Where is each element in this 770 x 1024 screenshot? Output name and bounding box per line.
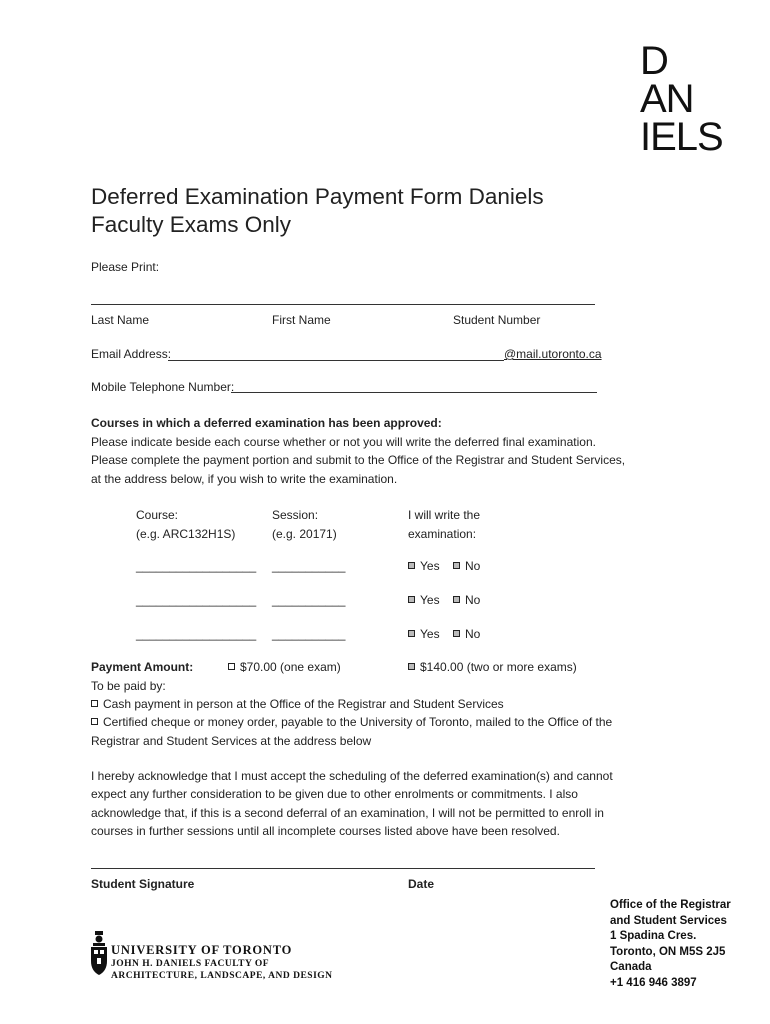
email-suffix: @mail.utoronto.ca — [504, 347, 602, 361]
logo-line-3: IELS — [640, 115, 723, 159]
payment-option-two-exams[interactable] — [408, 660, 577, 674]
office-line-3: 1 Spadina Cres. — [610, 930, 697, 942]
course-blank[interactable]: __________________ — [136, 627, 257, 641]
logo-line-1: D — [640, 39, 668, 83]
payment-amount-label: Payment Amount: — [91, 660, 194, 674]
session-blank[interactable]: ___________ — [272, 627, 346, 641]
checkbox-icon — [408, 562, 415, 569]
to-be-paid-label: To be paid by: — [91, 679, 166, 693]
courses-instruction-3: at the address below, if you wish to write the examination. — [91, 472, 398, 486]
payment-method-cheque[interactable] — [91, 715, 612, 729]
session-example: (e.g. 20171) — [272, 527, 337, 541]
write-header-1: I will write the — [408, 508, 481, 522]
payment-method-cheque-line-2: Registrar and Student Services at the address below — [91, 734, 372, 748]
course-example: (e.g. ARC132H1S) — [136, 527, 236, 541]
name-input-line[interactable] — [91, 304, 595, 305]
no-label: No — [465, 627, 481, 641]
uoft-line-3: ARCHITECTURE, LANDSCAPE, AND DESIGN — [111, 971, 333, 981]
checkbox-icon — [91, 718, 98, 725]
form-title: Deferred Examination Payment Form Daniels Faculty Exams Only — [91, 184, 544, 237]
courses-instruction-1: Please indicate beside each course whether or not you will write the deferred final examination. — [91, 435, 596, 449]
no-label: No — [465, 559, 481, 573]
yes-label: Yes — [420, 593, 440, 607]
checkbox-icon — [408, 663, 415, 670]
no-checkbox[interactable] — [453, 627, 480, 641]
uoft-wordmark — [111, 943, 333, 982]
last-name-label: Last Name — [91, 313, 150, 327]
office-line-4: Toronto, ON M5S 2J5 — [610, 945, 726, 958]
yes-label: Yes — [420, 627, 440, 641]
office-line-2: and Student Services — [610, 914, 727, 927]
session-blank[interactable]: ___________ — [272, 593, 346, 607]
courses-heading: Courses in which a deferred examination has been approved: — [91, 416, 442, 430]
checkbox-icon — [453, 630, 460, 637]
yes-checkbox[interactable] — [408, 627, 440, 641]
uoft-crest-icon — [89, 931, 109, 977]
office-line-1: Office of the Registrar — [610, 899, 731, 911]
yes-label: Yes — [420, 559, 440, 573]
no-checkbox[interactable] — [453, 593, 480, 607]
office-address — [610, 898, 731, 991]
logo-line-2: AN — [640, 77, 694, 121]
uoft-line-2: JOHN H. DANIELS FACULTY OF — [111, 959, 270, 969]
session-blank[interactable]: ___________ — [272, 559, 346, 573]
payment-method-cash-label: Cash payment in person at the Office of the Registrar and Student Services — [103, 697, 504, 711]
email-label: Email Address: — [91, 347, 172, 361]
office-line-5: Canada — [610, 961, 652, 973]
table-row — [136, 559, 256, 573]
please-print-label: Please Print: — [91, 260, 160, 274]
checkbox-icon — [453, 562, 460, 569]
payment-option-one-label: $70.00 (one exam) — [240, 660, 341, 674]
table-row — [136, 593, 256, 607]
table-row — [136, 627, 256, 641]
acknowledge-line-2: expect any further consideration to be given due to other enrolments or commitments. I also — [91, 787, 578, 801]
checkbox-icon — [91, 700, 98, 707]
course-blank[interactable]: __________________ — [136, 593, 257, 607]
yes-checkbox[interactable] — [408, 559, 440, 573]
student-signature-label: Student Signature — [91, 877, 195, 891]
date-label: Date — [408, 877, 435, 891]
acknowledge-line-1: I hereby acknowledge that I must accept the scheduling of the deferred examination(s) and cannot — [91, 769, 613, 783]
checkbox-icon — [408, 596, 415, 603]
student-number-label: Student Number — [453, 313, 541, 327]
first-name-label: First Name — [272, 313, 331, 327]
checkbox-icon — [228, 663, 235, 670]
signature-date-line[interactable] — [91, 868, 595, 869]
payment-option-one-exam[interactable] — [228, 660, 341, 674]
daniels-logo — [640, 39, 723, 159]
courses-instruction-2: Please complete the payment portion and submit to the Office of the Registrar and Student Services, — [91, 453, 626, 467]
course-header: Course: — [136, 508, 179, 522]
payment-method-cheque-label: Certified cheque or money order, payable to the University of Toronto, mailed to the Office of the — [103, 715, 613, 729]
email-input-line[interactable] — [168, 360, 504, 361]
checkbox-icon — [453, 596, 460, 603]
write-header-2: examination: — [408, 527, 477, 541]
acknowledge-line-4: courses in further sessions until all incomplete courses listed above have been resolved. — [91, 824, 560, 838]
no-checkbox[interactable] — [453, 559, 480, 573]
mobile-input-line[interactable] — [231, 392, 597, 393]
acknowledge-line-3: acknowledge that, if this is a second deferral of an examination, I will not be permitted to enroll in — [91, 806, 604, 820]
course-blank[interactable]: __________________ — [136, 559, 257, 573]
yes-checkbox[interactable] — [408, 593, 440, 607]
no-label: No — [465, 593, 481, 607]
mobile-label: Mobile Telephone Number: — [91, 380, 235, 394]
checkbox-icon — [408, 630, 415, 637]
payment-method-cash[interactable] — [91, 697, 504, 711]
uoft-line-1: UNIVERSITY OF TORONTO — [111, 943, 293, 957]
office-line-6: +1 416 946 3897 — [610, 976, 697, 989]
session-header: Session: — [272, 508, 319, 522]
payment-option-two-label: $140.00 (two or more exams) — [420, 660, 577, 674]
